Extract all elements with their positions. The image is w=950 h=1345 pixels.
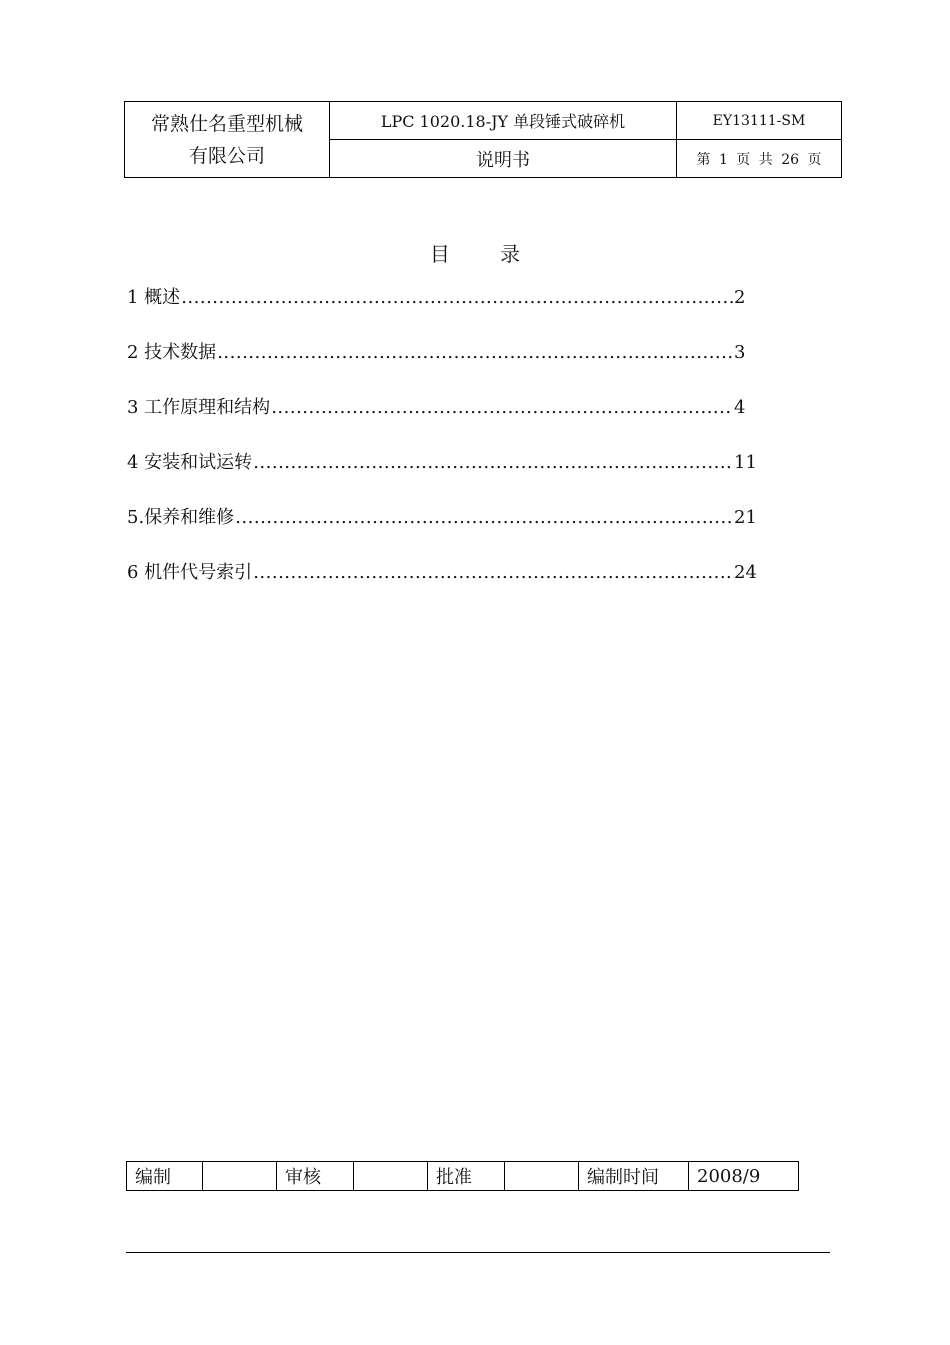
document-code: EY13111-SM [677, 102, 842, 140]
toc-item-label: 6 机件代号索引 [127, 562, 253, 583]
document-header-table [124, 101, 842, 178]
toc-item[interactable] [127, 285, 756, 340]
reviewed-by-label: 审核 [277, 1162, 354, 1191]
toc-item-page: 3 [734, 342, 746, 363]
toc-item-label: 3 工作原理和结构 [127, 397, 271, 418]
toc-item-page: 24 [734, 562, 757, 583]
toc-leader-dots [253, 560, 733, 586]
toc-item-page: 2 [734, 287, 746, 308]
footer-divider [126, 1252, 830, 1253]
toc-item-page: 21 [734, 507, 757, 528]
toc-leader-dots [217, 340, 733, 366]
compile-date-value: 2008/9 [689, 1162, 799, 1191]
toc-item-page: 11 [734, 452, 757, 473]
compiled-by-label: 编制 [127, 1162, 203, 1191]
toc-item[interactable] [127, 450, 756, 505]
product-title: LPC 1020.18-JY 单段锤式破碎机 [330, 102, 677, 140]
reviewed-by-value [354, 1162, 428, 1191]
toc-leader-dots [253, 450, 733, 476]
toc-heading: 目 录 [429, 242, 543, 266]
signoff-table [126, 1161, 799, 1191]
toc-item-label: 5.保养和维修 [127, 507, 235, 528]
document-type: 说明书 [330, 140, 677, 178]
toc-item-page: 4 [734, 397, 746, 418]
approved-by-value [505, 1162, 579, 1191]
toc-item[interactable] [127, 395, 756, 450]
toc-leader-dots [181, 285, 733, 311]
company-name-line1: 常熟仕名重型机械 [150, 112, 303, 135]
page-info: 第 1 页 共 26 页 [677, 140, 842, 178]
toc-item[interactable] [127, 340, 756, 395]
approved-by-label: 批准 [428, 1162, 505, 1191]
toc-item-label: 2 技术数据 [127, 342, 217, 363]
compile-date-label: 编制时间 [579, 1162, 689, 1191]
toc-item[interactable] [127, 505, 756, 560]
table-of-contents [127, 285, 756, 615]
toc-item[interactable] [127, 560, 756, 615]
toc-leader-dots [235, 505, 733, 531]
toc-item-label: 1 概述 [127, 287, 181, 308]
company-name-line2: 有限公司 [188, 144, 265, 167]
toc-item-label: 4 安装和试运转 [127, 452, 253, 473]
compiled-by-value [203, 1162, 277, 1191]
company-name-cell [125, 102, 330, 178]
toc-leader-dots [271, 395, 733, 421]
